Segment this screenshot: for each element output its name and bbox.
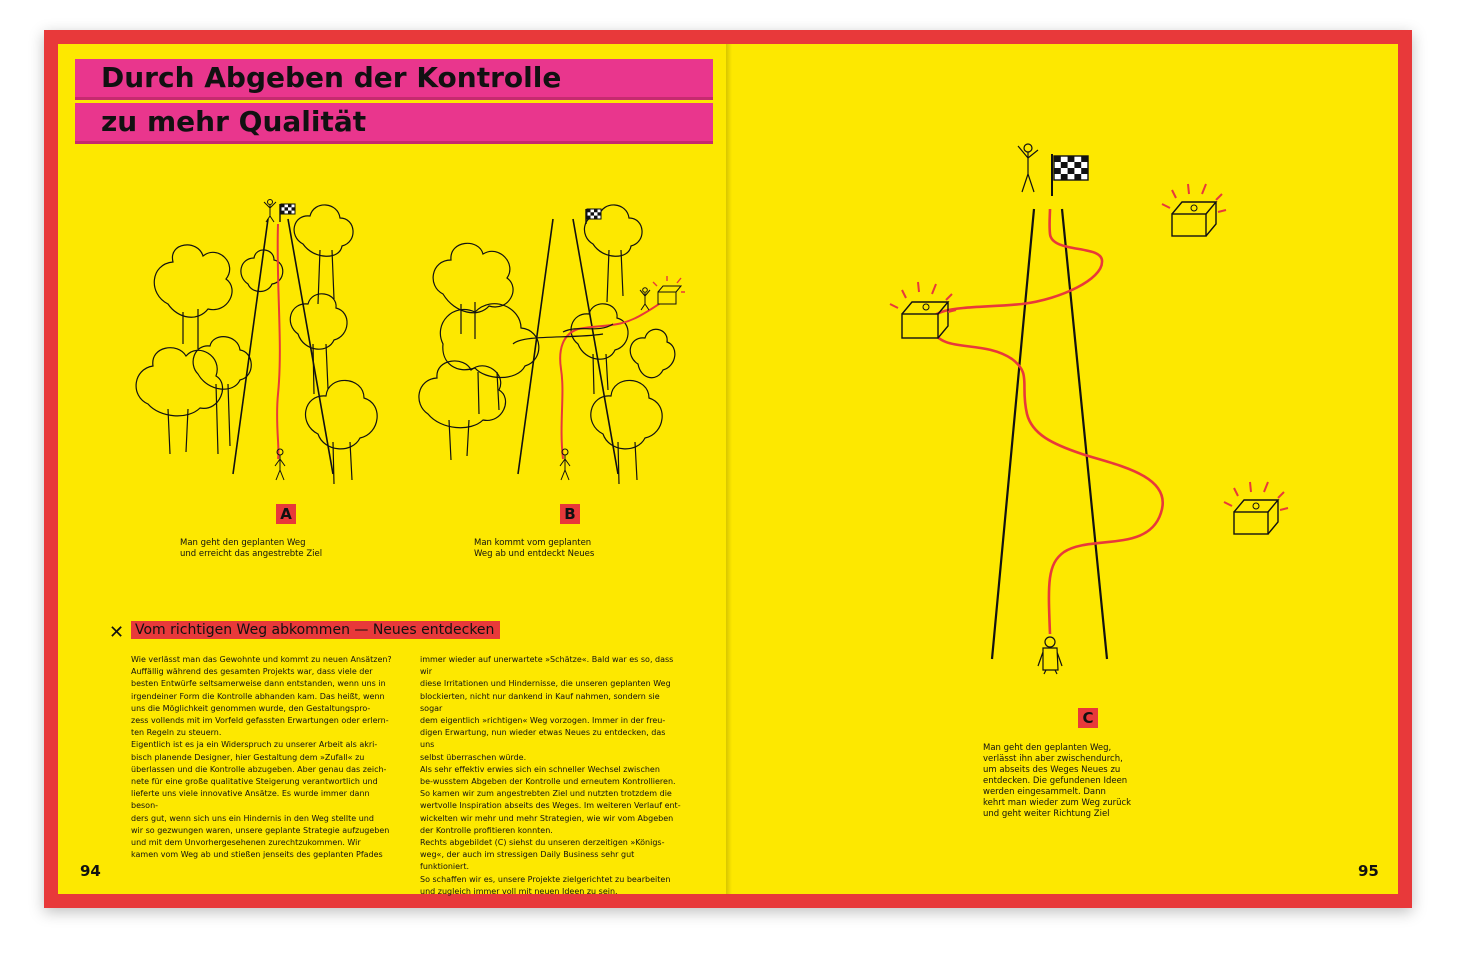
panel-a-label: A [276,504,296,524]
title-bar-line1 [75,59,713,100]
body-text-column-1: Wie verlässt man das Gewohnte und kommt zu neuen Ansätzen? Auffällig während des gesamten Projekts war, dass viele der besten Entwürfe seltsamerweise dann entstanden, wenn uns in irgendeiner Form die Kontrolle abhanden kam. Das heißt, wenn uns die Möglichkeit genommen wurde, den Gestaltungspro- zess vollends mit im Vorfeld gefassten Erwartungen oder erlern- ten Regeln zu steuern. Eigentlich ist es ja ein Widerspruch zu unserer Arbeit als akri- bisch planende Designer, hier Gestaltung dem »Zufall« zu überlassen und die Kontrolle abzugeben. Aber genau das zeich- nete für eine große qualitative Steigerung verantwortlich und lieferte uns viele innovative Ansätze. Es wurde immer dann beson- ders gut, wenn sich uns ein Hindernis in den Weg stellte und wir so gezwungen waren, unsere geplante Strategie aufzugeben und mit dem Unvorhergesehenen zurechtzukommen. Wir kamen vom Weg ab und stießen jenseits des geplanten Pfades [131,655,392,860]
path-line [277,224,280,459]
path-line [560,296,675,459]
road-lines [233,219,333,474]
illustration-a [128,184,388,484]
tree-icon [419,205,675,484]
tree-icon [136,205,377,484]
panel-a-caption: Man geht den geplanten Weg und erreicht das angestrebte Ziel [180,538,323,559]
page-title-line1: Durch Abgeben der Kontrolle [101,61,562,94]
page-title-line2: zu mehr Qualität [101,105,367,138]
cheering-person-icon [640,288,650,310]
walking-person-icon [1038,637,1062,674]
illustration-b [413,184,683,484]
section-heading: Vom richtigen Weg abkommen — Neues entdecken [131,621,500,639]
panel-c-label: C [1078,708,1098,728]
panel-c-caption: Man geht den geplanten Weg, verlässt ihn aber zwischendurch, um abseits des Weges Neues zu entdecken. Die gefundenen Ideen werden eingesammelt. Dann kehrt man wieder zum Weg zurück und geht weiter Richtung Ziel [983,743,1132,819]
book-spread [44,30,1412,908]
illustration-c [852,114,1272,674]
checkered-flag-icon [586,209,601,224]
page-number-left: 94 [80,862,101,880]
x-mark-icon: ✕ [109,622,125,643]
treasure-chest-icon [1162,184,1226,236]
cheering-person-icon [264,200,276,223]
road-lines [518,219,618,474]
checkered-flag-icon [1052,154,1088,196]
path-line [931,209,1163,634]
treasure-chest-icon [653,276,685,304]
panel-b-caption: Man kommt vom geplanten Weg ab und entdeckt Neues [474,538,595,559]
left-page [58,44,726,894]
title-bar-line2 [75,103,713,144]
treasure-chest-icon [1224,482,1288,534]
right-page [732,44,1398,894]
body-text-column-2: immer wieder auf unerwartete »Schätze«. Bald war es so, dass wir diese Irritationen und Hindernisse, die unseren geplanten Weg blockierten, nicht nur dankend in Kauf nahmen, sondern sie sogar dem eigentlich »richtigen« Weg vorzogen. Immer in der freu- digen Erwartung, nun wieder etwas Neues zu entdecken, das uns selbst überraschen würde. Als sehr effektiv erwies sich ein schneller Wechsel zwischen be-wusstem Abgeben der Kontrolle und erneutem Kontrollieren. So kamen wir zum angestrebten Ziel und nutzten trotzdem die wertvolle Inspiration abseits des Weges. Im weiteren Verlauf ent- wickelten wir mehr und mehr Strategien, wie wir vom Abgeben der Kontrolle profitieren konnten. Rechts abgebildet (C) siehst du unseren derzeitigen »Königs- weg«, der auch im stressigen Daily Business sehr gut funktioniert. So schaffen wir es, unsere Projekte zielgerichtet zu bearbeiten und zugleich immer voll mit neuen Ideen zu sein. [420,655,681,896]
cheering-person-icon [1018,144,1038,192]
page-number-right: 95 [1358,862,1379,880]
panel-b-label: B [560,504,580,524]
walking-person-icon [275,449,285,480]
